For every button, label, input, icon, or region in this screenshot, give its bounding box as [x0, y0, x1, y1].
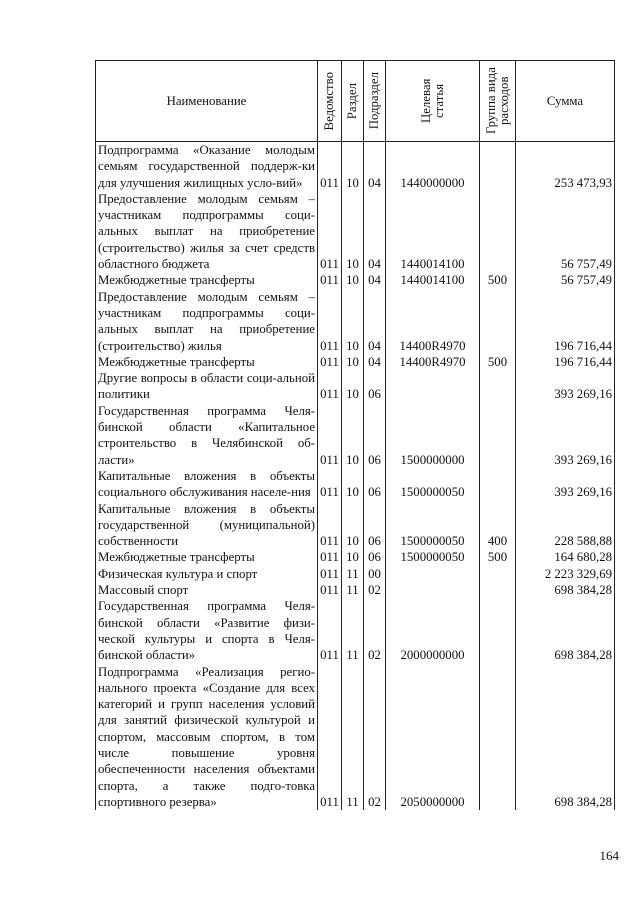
- cell-podrazdel: 04: [364, 354, 386, 370]
- cell-vedomstvo: 011: [318, 582, 342, 598]
- cell-vedomstvo: 011: [318, 566, 342, 582]
- cell-name: Предоставление молодым семьям – участникам подпрограммы соци-альных выплат на приобретение (строительство) жилья: [96, 289, 318, 354]
- cell-summa: 393 269,16: [516, 403, 615, 468]
- cell-vedomstvo: 011: [318, 191, 342, 272]
- cell-razdel: 10: [342, 354, 364, 370]
- cell-razdel: 10: [342, 549, 364, 565]
- cell-celevaya: [386, 370, 480, 403]
- cell-celevaya: 1440000000: [386, 142, 480, 191]
- cell-podrazdel: 02: [364, 664, 386, 811]
- cell-vedomstvo: 011: [318, 289, 342, 354]
- budget-table: [95, 60, 615, 810]
- cell-vedomstvo: 011: [318, 501, 342, 550]
- cell-summa: 698 384,28: [516, 598, 615, 663]
- cell-vedomstvo: 011: [318, 549, 342, 565]
- cell-name: Массовый спорт: [96, 582, 318, 598]
- cell-podrazdel: 00: [364, 566, 386, 582]
- table-row: [96, 289, 615, 354]
- header-summa: Сумма: [516, 61, 615, 142]
- cell-podrazdel: 02: [364, 582, 386, 598]
- header-vedomstvo: Ведомство: [318, 61, 342, 142]
- table-row: [96, 403, 615, 468]
- cell-celevaya: 1500000000: [386, 403, 480, 468]
- cell-celevaya: 2050000000: [386, 664, 480, 811]
- table-row: [96, 664, 615, 811]
- cell-razdel: 10: [342, 191, 364, 272]
- cell-vedomstvo: 011: [318, 598, 342, 663]
- cell-vedomstvo: 011: [318, 468, 342, 501]
- cell-name: Государственная программа Челя-бинской области «Капитальное строительство в Челябинской об-ласти»: [96, 403, 318, 468]
- cell-podrazdel: 04: [364, 191, 386, 272]
- header-razdel: Раздел: [342, 61, 364, 142]
- table-row: [96, 566, 615, 582]
- header-name: Наименование: [96, 61, 318, 142]
- header-podrazdel: Подраздел: [364, 61, 386, 142]
- table-row: [96, 501, 615, 550]
- cell-gruppa: 500: [480, 272, 516, 288]
- cell-vedomstvo: 011: [318, 403, 342, 468]
- cell-podrazdel: 06: [364, 403, 386, 468]
- cell-name: Межбюджетные трансферты: [96, 549, 318, 565]
- cell-gruppa: [480, 370, 516, 403]
- table-row: [96, 582, 615, 598]
- cell-razdel: 10: [342, 468, 364, 501]
- table-row: [96, 468, 615, 501]
- cell-razdel: 10: [342, 272, 364, 288]
- cell-summa: 196 716,44: [516, 354, 615, 370]
- cell-podrazdel: 06: [364, 370, 386, 403]
- cell-vedomstvo: 011: [318, 354, 342, 370]
- cell-podrazdel: 04: [364, 289, 386, 354]
- cell-summa: 56 757,49: [516, 272, 615, 288]
- cell-gruppa: [480, 403, 516, 468]
- cell-name: Государственная программа Челя-бинской области «Развитие физи-ческой культуры и спорта в Челя-бинской области»: [96, 598, 318, 663]
- cell-gruppa: [480, 598, 516, 663]
- cell-gruppa: [480, 142, 516, 191]
- header-celevaya: Целевая статья: [386, 61, 480, 142]
- table-row: [96, 549, 615, 565]
- table-row: [96, 142, 615, 191]
- cell-name: Капитальные вложения в объекты государственной (муниципальной) собственности: [96, 501, 318, 550]
- cell-celevaya: [386, 566, 480, 582]
- cell-podrazdel: 04: [364, 272, 386, 288]
- cell-gruppa: [480, 664, 516, 811]
- table-row: [96, 272, 615, 288]
- cell-razdel: 11: [342, 566, 364, 582]
- cell-gruppa: 500: [480, 549, 516, 565]
- cell-celevaya: 14400R4970: [386, 354, 480, 370]
- cell-razdel: 10: [342, 289, 364, 354]
- cell-name: Предоставление молодым семьям – участникам подпрограммы соци-альных выплат на приобретение (строительство) жилья за счет средств областного бюджета: [96, 191, 318, 272]
- cell-podrazdel: 04: [364, 142, 386, 191]
- cell-celevaya: 1500000050: [386, 501, 480, 550]
- table-row: [96, 370, 615, 403]
- cell-gruppa: [480, 566, 516, 582]
- cell-name: Другие вопросы в области соци-альной политики: [96, 370, 318, 403]
- cell-summa: 56 757,49: [516, 191, 615, 272]
- cell-podrazdel: 06: [364, 501, 386, 550]
- cell-summa: 253 473,93: [516, 142, 615, 191]
- cell-celevaya: 1500000050: [386, 549, 480, 565]
- table-row: [96, 354, 615, 370]
- cell-celevaya: [386, 582, 480, 598]
- cell-celevaya: 1440014100: [386, 272, 480, 288]
- cell-summa: 698 384,28: [516, 664, 615, 811]
- cell-celevaya: 1440014100: [386, 191, 480, 272]
- cell-summa: 393 269,16: [516, 468, 615, 501]
- table-row: [96, 598, 615, 663]
- cell-razdel: 10: [342, 403, 364, 468]
- cell-vedomstvo: 011: [318, 272, 342, 288]
- cell-razdel: 10: [342, 370, 364, 403]
- cell-summa: 164 680,28: [516, 549, 615, 565]
- cell-summa: 2 223 329,69: [516, 566, 615, 582]
- cell-celevaya: 1500000050: [386, 468, 480, 501]
- cell-razdel: 10: [342, 501, 364, 550]
- table-header-row: [96, 61, 615, 142]
- cell-summa: 393 269,16: [516, 370, 615, 403]
- cell-razdel: 11: [342, 598, 364, 663]
- cell-vedomstvo: 011: [318, 370, 342, 403]
- cell-name: Межбюджетные трансферты: [96, 354, 318, 370]
- cell-gruppa: [480, 191, 516, 272]
- cell-gruppa: 400: [480, 501, 516, 550]
- cell-celevaya: 2000000000: [386, 598, 480, 663]
- cell-podrazdel: 06: [364, 468, 386, 501]
- cell-name: Подпрограмма «Оказание молодым семьям государственной поддерж-ки для улучшения жилищных усло-вий»: [96, 142, 318, 191]
- header-gruppa: Группа вида расходов: [480, 61, 516, 142]
- cell-razdel: 10: [342, 142, 364, 191]
- cell-podrazdel: 06: [364, 549, 386, 565]
- cell-podrazdel: 02: [364, 598, 386, 663]
- cell-summa: 228 588,88: [516, 501, 615, 550]
- cell-name: Физическая культура и спорт: [96, 566, 318, 582]
- cell-gruppa: [480, 582, 516, 598]
- cell-celevaya: 14400R4970: [386, 289, 480, 354]
- cell-summa: 698 384,28: [516, 582, 615, 598]
- cell-razdel: 11: [342, 582, 364, 598]
- cell-name: Капитальные вложения в объекты социального обслуживания населе-ния: [96, 468, 318, 501]
- page-number: 164: [599, 848, 619, 863]
- cell-gruppa: 500: [480, 354, 516, 370]
- cell-razdel: 11: [342, 664, 364, 811]
- cell-summa: 196 716,44: [516, 289, 615, 354]
- table-row: [96, 191, 615, 272]
- cell-gruppa: [480, 468, 516, 501]
- cell-gruppa: [480, 289, 516, 354]
- cell-name: Подпрограмма «Реализация регио-нального проекта «Создание для всех категорий и групп населения условий для занятий физической культурой и спортом, массовым спортом, в том числе повышение уровня обеспеченности населения объектами спорта, а также подго-товка спортивного резерва»: [96, 664, 318, 811]
- cell-vedomstvo: 011: [318, 142, 342, 191]
- cell-name: Межбюджетные трансферты: [96, 272, 318, 288]
- cell-vedomstvo: 011: [318, 664, 342, 811]
